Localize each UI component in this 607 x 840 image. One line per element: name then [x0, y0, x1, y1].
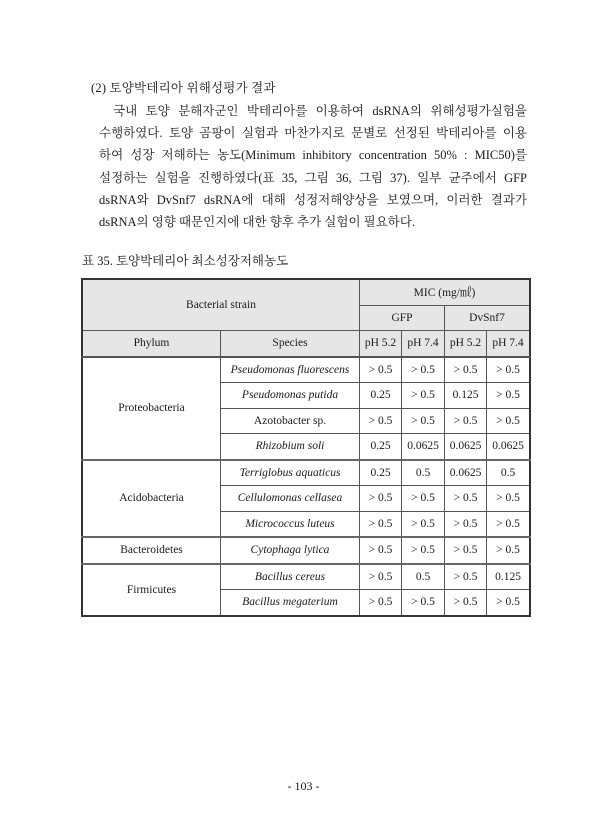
mic-value-cell: > 0.5: [402, 357, 445, 383]
mic-value-cell: 0.125: [487, 564, 531, 590]
species-cell: Cellulomonas cellasea: [221, 486, 360, 512]
mic-value-cell: > 0.5: [487, 590, 531, 616]
page-number: - 103 -: [287, 779, 320, 793]
mic-table: [81, 278, 531, 617]
mic-value-cell: > 0.5: [360, 564, 402, 590]
mic-value-cell: 0.25: [360, 460, 402, 486]
mic-value-cell: 0.5: [487, 460, 531, 486]
species-cell: Terriglobus aquaticus: [221, 460, 360, 486]
mic-value-cell: > 0.5: [402, 486, 445, 512]
table-caption: 표 35. 토양박테리아 최소성장저해농도: [82, 254, 289, 268]
paragraph-line: 설정하는 실험을 진행하였다(표 35, 그림 36, 그림 37). 일부 균주에서 GFP: [99, 170, 527, 185]
mic-value-cell: > 0.5: [360, 590, 402, 616]
species-cell: Pseudomonas putida: [221, 383, 360, 409]
mic-value-cell: 0.0625: [402, 434, 445, 460]
header-dvsnf7-ph52: pH 5.2: [445, 331, 487, 357]
table-row: [82, 460, 530, 486]
phylum-cell: Proteobacteria: [82, 357, 221, 460]
species-cell: Micrococcus luteus: [221, 511, 360, 537]
phylum-cell: Acidobacteria: [82, 460, 221, 538]
header-gfp-ph74: pH 7.4: [402, 331, 445, 357]
mic-value-cell: 0.25: [360, 434, 402, 460]
mic-value-cell: > 0.5: [487, 383, 531, 409]
mic-value-cell: > 0.5: [445, 357, 487, 383]
section-title: (2) 토양박테리아 위해성평가 결과: [91, 81, 276, 95]
mic-value-cell: > 0.5: [445, 486, 487, 512]
mic-value-cell: 0.25: [360, 383, 402, 409]
mic-value-cell: > 0.5: [487, 357, 531, 383]
mic-value-cell: > 0.5: [445, 408, 487, 434]
header-bacterial-strain: Bacterial strain: [82, 279, 360, 331]
phylum-cell: Firmicutes: [82, 564, 221, 616]
header-dvsnf7-ph74: pH 7.4: [487, 331, 531, 357]
table-body: [82, 357, 530, 616]
species-cell: Rhizobium soli: [221, 434, 360, 460]
mic-value-cell: 0.5: [402, 564, 445, 590]
mic-value-cell: > 0.5: [487, 486, 531, 512]
species-cell: Pseudomonas fluorescens: [221, 357, 360, 383]
mic-value-cell: 0.5: [402, 460, 445, 486]
header-gfp-ph52: pH 5.2: [360, 331, 402, 357]
mic-value-cell: > 0.5: [402, 537, 445, 564]
mic-value-cell: 0.125: [445, 383, 487, 409]
mic-value-cell: > 0.5: [402, 590, 445, 616]
mic-value-cell: > 0.5: [360, 357, 402, 383]
mic-value-cell: 0.0625: [445, 434, 487, 460]
phylum-cell: Bacteroidetes: [82, 537, 221, 564]
paragraph-line: 수행하였다. 토양 곰팡이 실험과 마찬가지로 문별로 선정된 박테리아를 이용: [99, 126, 527, 141]
header-phylum: Phylum: [82, 331, 221, 357]
mic-value-cell: > 0.5: [402, 511, 445, 537]
mic-value-cell: > 0.5: [360, 511, 402, 537]
mic-value-cell: > 0.5: [487, 511, 531, 537]
table-row: [82, 537, 530, 564]
mic-value-cell: > 0.5: [445, 564, 487, 590]
mic-value-cell: > 0.5: [360, 486, 402, 512]
mic-value-cell: > 0.5: [360, 537, 402, 564]
paragraph-line: dsRNA와 DvSnf7 dsRNA에 대해 성정저해양상을 보였으며, 이러한 결과가: [99, 192, 527, 207]
mic-value-cell: > 0.5: [487, 408, 531, 434]
paragraph-line: 하여 성장 저해하는 농도(Minimum inhibitory concentration 50% : MIC50)를: [99, 148, 527, 163]
paragraph-line: 국내 토양 분해자군인 박테리아를 이용하여 dsRNA의 위해성평가실험을: [113, 104, 527, 118]
header-species: Species: [221, 331, 360, 357]
mic-value-cell: > 0.5: [445, 537, 487, 564]
species-cell: Bacillus megaterium: [221, 590, 360, 616]
species-cell: Cytophaga lytica: [221, 537, 360, 564]
paragraph-line: dsRNA의 영향 때문인지에 대한 향후 추가 실험이 필요하다.: [99, 215, 416, 230]
mic-value-cell: > 0.5: [402, 383, 445, 409]
species-cell: Bacillus cereus: [221, 564, 360, 590]
mic-value-cell: > 0.5: [445, 590, 487, 616]
mic-value-cell: 0.0625: [487, 434, 531, 460]
header-mic: MIC (mg/㎖): [360, 279, 531, 305]
species-cell: Azotobacter sp.: [221, 408, 360, 434]
header-gfp: GFP: [360, 305, 445, 331]
table-row: [82, 357, 530, 383]
mic-value-cell: 0.0625: [445, 460, 487, 486]
header-dvsnf7: DvSnf7: [445, 305, 531, 331]
mic-value-cell: > 0.5: [360, 408, 402, 434]
body-paragraph: [99, 100, 527, 233]
table-row: [82, 564, 530, 590]
mic-value-cell: > 0.5: [402, 408, 445, 434]
mic-value-cell: > 0.5: [487, 537, 531, 564]
mic-value-cell: > 0.5: [445, 511, 487, 537]
